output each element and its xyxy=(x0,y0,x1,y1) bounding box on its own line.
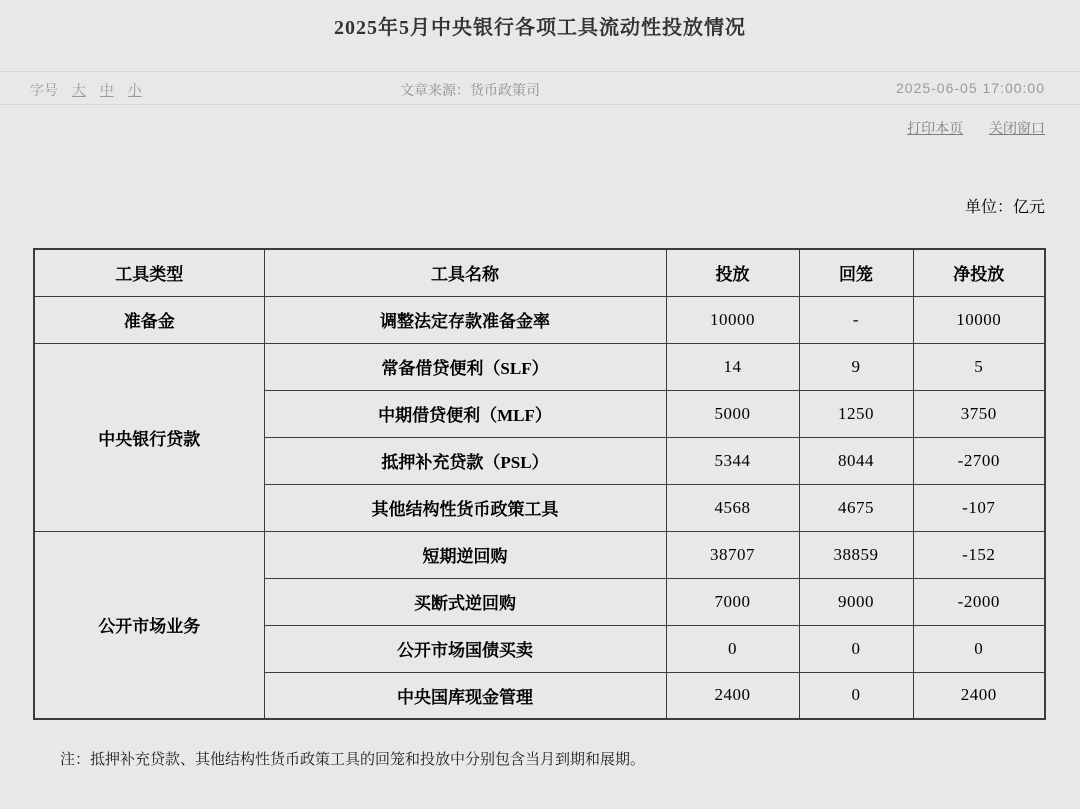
header-tool-name: 工具名称 xyxy=(264,249,666,296)
withdrawal-cell: 9000 xyxy=(799,578,913,625)
font-size-control xyxy=(30,80,142,100)
tool-name-cell: 常备借贷便利（SLF） xyxy=(264,343,666,390)
tool-name-cell: 短期逆回购 xyxy=(264,531,666,578)
net-injection-cell: 0 xyxy=(913,625,1045,672)
table-body xyxy=(34,296,1045,719)
footnote: 注：抵押补充贷款、其他结构性货币政策工具的回笼和投放中分别包含当月到期和展期。 xyxy=(60,751,646,768)
tool-name-cell: 中期借贷便利（MLF） xyxy=(264,390,666,437)
injection-cell: 4568 xyxy=(666,484,799,531)
meta-bar xyxy=(0,71,1080,105)
tool-name-cell: 抵押补充贷款（PSL） xyxy=(264,437,666,484)
injection-cell: 38707 xyxy=(666,531,799,578)
tool-name-cell: 其他结构性货币政策工具 xyxy=(264,484,666,531)
page-actions xyxy=(0,118,1080,138)
header-injection: 投放 xyxy=(666,249,799,296)
withdrawal-cell: 0 xyxy=(799,672,913,719)
table-row xyxy=(34,531,1045,578)
liquidity-table xyxy=(33,248,1046,720)
close-window-link[interactable]: 关闭窗口 xyxy=(989,120,1045,136)
category-cell: 公开市场业务 xyxy=(34,531,264,719)
net-injection-cell: -152 xyxy=(913,531,1045,578)
article-source: 文章来源：货币政策司 xyxy=(400,82,540,98)
header-net-injection: 净投放 xyxy=(913,249,1045,296)
publish-datetime: 2025-06-05 17:00:00 xyxy=(896,80,1045,96)
net-injection-cell: -2700 xyxy=(913,437,1045,484)
injection-cell: 14 xyxy=(666,343,799,390)
injection-cell: 10000 xyxy=(666,296,799,343)
page-title: 2025年5月中央银行各项工具流动性投放情况 xyxy=(334,17,746,39)
tool-name-cell: 公开市场国债买卖 xyxy=(264,625,666,672)
net-injection-cell: 3750 xyxy=(913,390,1045,437)
tool-name-cell: 调整法定存款准备金率 xyxy=(264,296,666,343)
print-page-link[interactable]: 打印本页 xyxy=(907,120,964,136)
withdrawal-cell: 4675 xyxy=(799,484,913,531)
tool-name-cell: 中央国库现金管理 xyxy=(264,672,666,719)
withdrawal-cell: 1250 xyxy=(799,390,913,437)
font-size-medium-link[interactable]: 中 xyxy=(99,82,114,98)
withdrawal-cell: 8044 xyxy=(799,437,913,484)
header-withdrawal: 回笼 xyxy=(799,249,913,296)
withdrawal-cell: - xyxy=(799,296,913,343)
table-row xyxy=(34,343,1045,390)
net-injection-cell: 10000 xyxy=(913,296,1045,343)
net-injection-cell: -2000 xyxy=(913,578,1045,625)
net-injection-cell: 5 xyxy=(913,343,1045,390)
category-cell: 中央银行贷款 xyxy=(34,343,264,531)
withdrawal-cell: 0 xyxy=(799,625,913,672)
injection-cell: 0 xyxy=(666,625,799,672)
font-size-large-link[interactable]: 大 xyxy=(71,82,86,98)
category-cell: 准备金 xyxy=(34,296,264,343)
injection-cell: 5344 xyxy=(666,437,799,484)
withdrawal-cell: 38859 xyxy=(799,531,913,578)
header-tool-type: 工具类型 xyxy=(34,249,264,296)
injection-cell: 2400 xyxy=(666,672,799,719)
table-header-row xyxy=(34,249,1045,296)
font-size-label: 字号 xyxy=(30,82,58,98)
table-row xyxy=(34,296,1045,343)
withdrawal-cell: 9 xyxy=(799,343,913,390)
injection-cell: 5000 xyxy=(666,390,799,437)
tool-name-cell: 买断式逆回购 xyxy=(264,578,666,625)
net-injection-cell: 2400 xyxy=(913,672,1045,719)
injection-cell: 7000 xyxy=(666,578,799,625)
font-size-small-link[interactable]: 小 xyxy=(127,82,142,98)
net-injection-cell: -107 xyxy=(913,484,1045,531)
unit-label: 单位：亿元 xyxy=(964,199,1045,216)
